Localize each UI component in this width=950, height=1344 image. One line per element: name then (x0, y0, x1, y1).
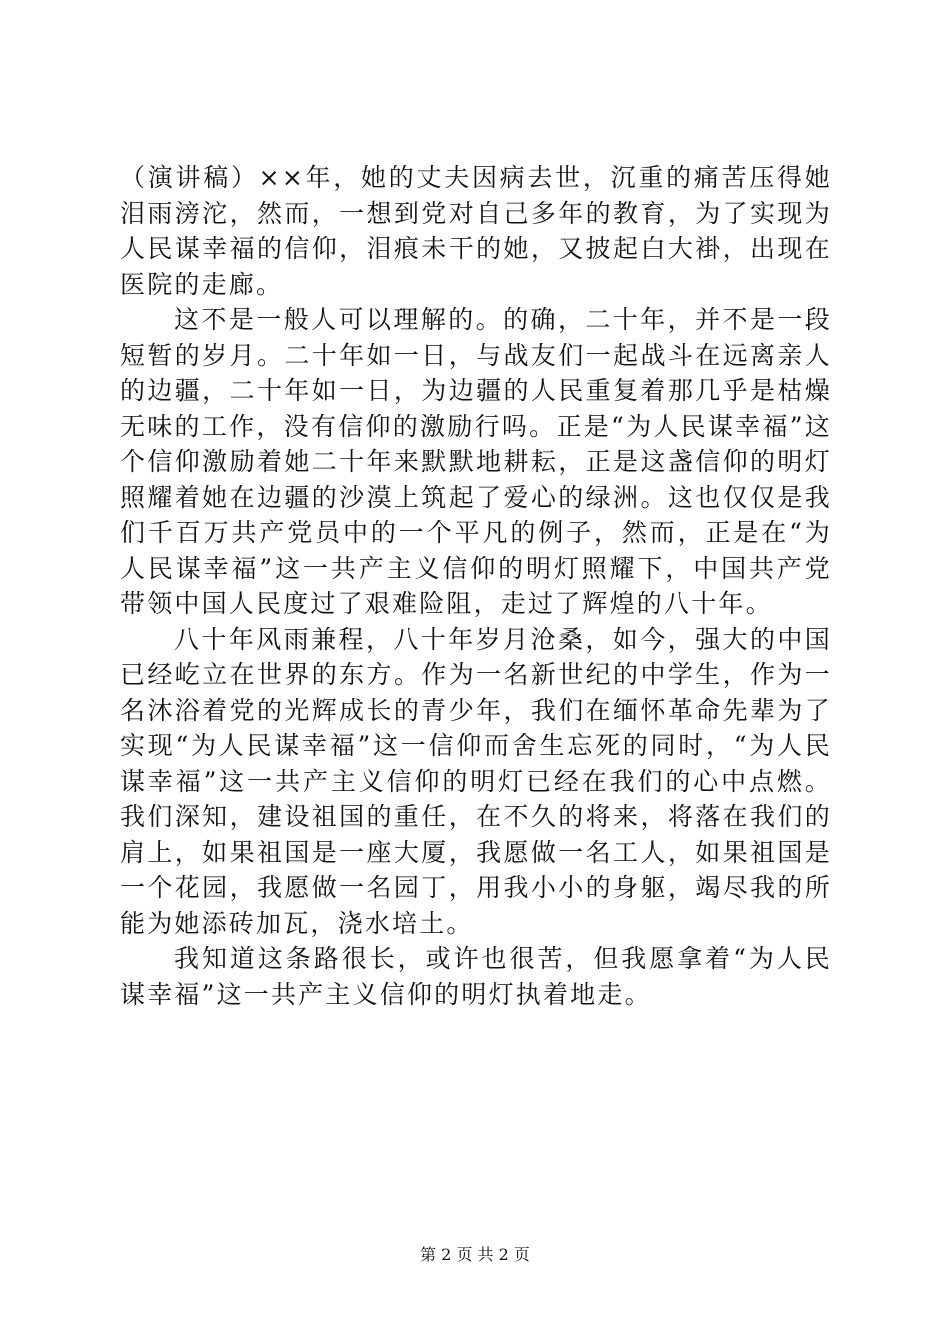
document-body (120, 160, 832, 1012)
paragraph-2: 这不是一般人可以理解的。的确，二十年，并不是一段短暂的岁月。二十年如一日，与战友们一起战斗在远离亲人的边疆，二十年如一日，为边疆的人民重复着那几乎是枯燥无味的工作，没有信仰的激励行吗。正是“为人民谋幸福”这个信仰激励着她二十年来默默地耕耘，正是这盏信仰的明灯照耀着她在边疆的沙漠上筑起了爱心的绿洲。这也仅仅是我们千百万共产党员中的一个平凡的例子，然而，正是在“为人民谋幸福”这一共产主义信仰的明灯照耀下，中国共产党带领中国人民度过了艰难险阻，走过了辉煌的八十年。 (120, 305, 832, 618)
paragraph-3: 八十年风雨兼程，八十年岁月沧桑，如今，强大的中国已经屹立在世界的东方。作为一名新世纪的中学生，作为一名沐浴着党的光辉成长的青少年，我们在缅怀革命先辈为了实现“为人民谋幸福”这一信仰而舍生忘死的同时，“为人民谋幸福”这一共产主义信仰的明灯已经在我们的心中点燃。我们深知，建设祖国的重任，在不久的将来，将落在我们的肩上，如果祖国是一座大厦，我愿做一名工人，如果祖国是一个花园，我愿做一名园丁，用我小小的身躯，竭尽我的所能为她添砖加瓦，浇水培土。 (120, 624, 832, 938)
paragraph-1: （演讲稿）××年，她的丈夫因病去世，沉重的痛苦压得她泪雨滂沱，然而，一想到党对自己多年的教育，为了实现为人民谋幸福的信仰，泪痕未干的她，又披起白大褂，出现在医院的走廊。 (120, 163, 832, 299)
paragraph-4: 我知道这条路很长，或许也很苦，但我愿拿着“为人民谋幸福”这一共产主义信仰的明灯执着地走。 (120, 944, 832, 1009)
page-number-footer: 第 2 页 共 2 页 (420, 1245, 530, 1264)
